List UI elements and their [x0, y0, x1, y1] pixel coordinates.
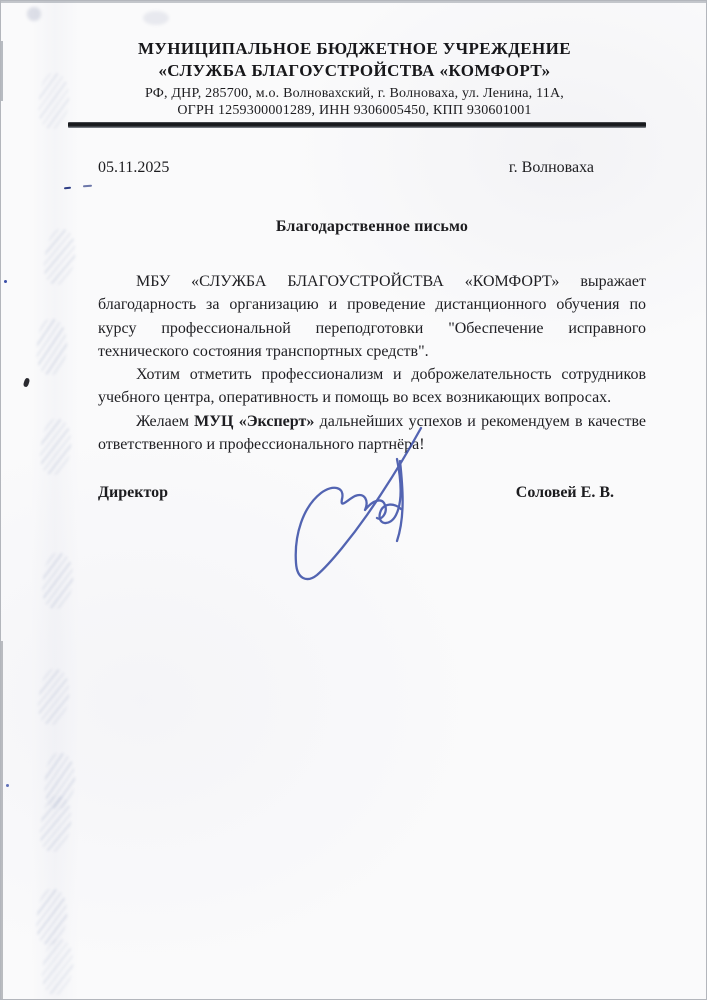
signer-name: Соловей Е. В. [515, 484, 614, 501]
stray-pen-mark [23, 377, 31, 387]
letter-date: 05.11.2025 [98, 159, 170, 176]
letterhead [1, 38, 707, 119]
stray-ink-dash [83, 185, 92, 188]
scan-edge-top [1, 1, 707, 3]
letter-city: г. Волноваха [508, 159, 594, 176]
paragraph-2: Хотим отметить профессионализм и доброжелательность сотрудников учебного центра, оперативность и помощь во всех возникающих вопросах. [98, 366, 646, 407]
org-name-line2: «СЛУЖБА БЛАГОУСТРОЙСТВА «КОМФОРТ» [158, 61, 551, 80]
org-address: РФ, ДНР, 285700, м.о. Волновахский, г. Волноваха, ул. Ленина, 11А, [145, 86, 564, 101]
paragraph-1: МБУ «СЛУЖБА БЛАГОУСТРОЙСТВА «КОМФОРТ» выражает благодарность за организацию и проведение дистанционного обучения по курсу профессиональной переподготовки "Обеспечение исправного технического состояния транспортных средств". [98, 273, 646, 360]
org-name-line1: МУНИЦИПАЛЬНОЕ БЮДЖЕТНОЕ УЧРЕЖДЕНИЕ [137, 39, 572, 58]
scan-smudge-blob [27, 7, 41, 21]
org-registration: ОГРН 1259300001289, ИНН 9306005450, КПП 930601001 [177, 103, 532, 118]
paragraph-3-org-name: МУЦ «Эксперт» [194, 412, 315, 430]
scan-smudge-blob [143, 11, 169, 25]
paragraph-3-suffix: дальнейших успехов и рекомендуем в качестве ответственного и профессионального партнёра! [98, 412, 647, 454]
letter-title: Благодарственное письмо [275, 218, 469, 235]
date-row [98, 159, 594, 177]
handwritten-signature [279, 417, 429, 592]
scan-edge-left-dark [1, 641, 3, 1000]
signer-position: Директор [98, 484, 168, 501]
stray-ink-dot [4, 280, 7, 283]
letterhead-divider-rule [68, 122, 646, 128]
stray-ink-dot [6, 784, 9, 787]
paragraph-3-prefix: Желаем [136, 412, 195, 430]
